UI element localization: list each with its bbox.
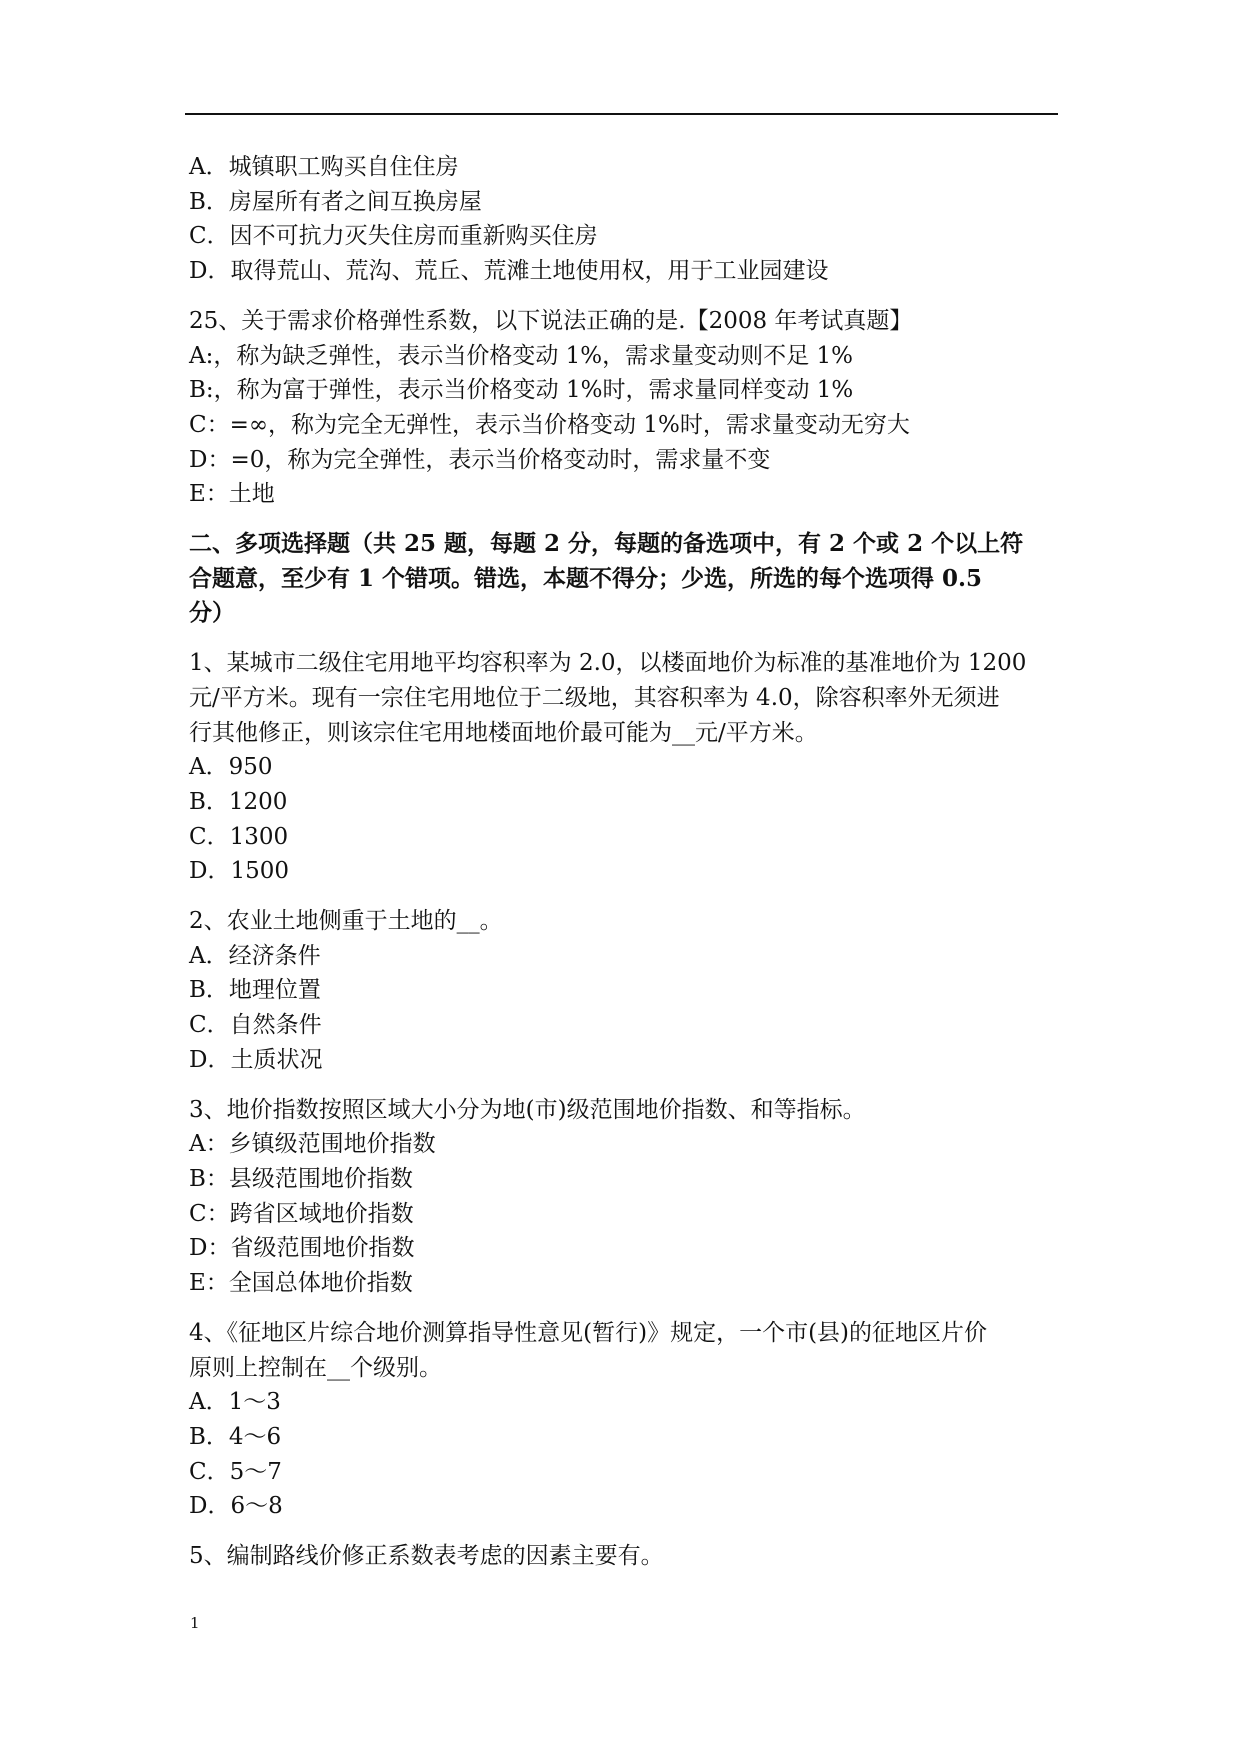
section-heading-line: 二、多项选择题（共 25 题，每题 2 分，每题的备选项中，有 2 个或 2 个以上符 — [189, 530, 1024, 558]
option-d: D．取得荒山、荒沟、荒丘、荒滩土地使用权，用于工业园建设 — [189, 258, 829, 285]
document-body — [189, 150, 1058, 1589]
question-stem: 25、关于需求价格弹性系数，以下说法正确的是.【2008 年考试真题】 — [189, 307, 913, 334]
option-a: A．经济条件 — [189, 942, 321, 969]
question-2 — [189, 904, 1058, 1078]
question-stem: 2、农业土地侧重于土地的__。 — [189, 908, 503, 935]
option-a: A．950 — [189, 754, 273, 781]
option-e: E：全国总体地价指数 — [189, 1270, 413, 1297]
option-c: C．1300 — [189, 823, 289, 850]
question-4 — [189, 1316, 1058, 1524]
option-d: D．土质状况 — [189, 1046, 323, 1073]
question-stem: 5、编制路线价修正系数表考虑的因素主要有。 — [189, 1543, 664, 1570]
option-a: A：乡镇级范围地价指数 — [189, 1131, 436, 1158]
option-b: B．房屋所有者之间互换房屋 — [189, 188, 482, 215]
option-b: B．4～6 — [189, 1423, 282, 1450]
option-b: B：县级范围地价指数 — [189, 1165, 413, 1192]
option-c: C．因不可抗力灭失住房而重新购买住房 — [189, 223, 598, 250]
option-d: D．1500 — [189, 858, 289, 885]
option-d: D：=0，称为完全弹性，表示当价格变动时，需求量不变 — [189, 446, 771, 473]
option-d: D．6～8 — [189, 1493, 283, 1520]
option-b: B．1200 — [189, 788, 288, 815]
question-stem-line: 原则上控制在__个级别。 — [189, 1354, 442, 1381]
section-2-heading — [189, 527, 1058, 631]
option-a: A:，称为缺乏弹性，表示当价格变动 1%，需求量变动则不足 1% — [189, 342, 853, 369]
question-5 — [189, 1539, 1058, 1574]
option-c: C：跨省区域地价指数 — [189, 1200, 414, 1227]
option-b: B．地理位置 — [189, 977, 321, 1004]
option-c: C．5～7 — [189, 1458, 282, 1485]
option-c: C．自然条件 — [189, 1012, 322, 1039]
header-rule — [185, 113, 1058, 115]
question-3 — [189, 1093, 1058, 1301]
q24-options — [189, 150, 1058, 289]
section-heading-line: 分） — [189, 599, 235, 627]
question-stem: 3、地价指数按照区域大小分为地(市)级范围地价指数、和等指标。 — [189, 1096, 866, 1123]
option-e: E：土地 — [189, 481, 275, 508]
question-stem-line: 元/平方米。现有一宗住宅用地位于二级地，其容积率为 4.0，除容积率外无须进 — [189, 684, 1000, 711]
question-stem-line: 1、某城市二级住宅用地平均容积率为 2.0，以楼面地价为标准的基准地价为 1200 — [189, 650, 1027, 677]
option-a: A．1～3 — [189, 1389, 281, 1416]
option-d: D：省级范围地价指数 — [189, 1235, 415, 1262]
question-stem-line: 行其他修正，则该宗住宅用地楼面地价最可能为__元/平方米。 — [189, 719, 818, 746]
option-c: C：=∞，称为完全无弹性，表示当价格变动 1%时，需求量变动无穷大 — [189, 411, 910, 438]
section-heading-line: 合题意，至少有 1 个错项。错选，本题不得分；少选，所选的每个选项得 0.5 — [189, 564, 983, 592]
option-b: B:，称为富于弹性，表示当价格变动 1%时，需求量同样变动 1% — [189, 377, 854, 404]
question-25 — [189, 304, 1058, 512]
question-1 — [189, 646, 1058, 889]
option-a: A．城镇职工购买自住住房 — [189, 154, 459, 180]
page-number: 1 — [190, 1614, 200, 1632]
question-stem-line: 4、《征地区片综合地价测算指导性意见(暂行)》规定，一个市(县)的征地区片价 — [189, 1319, 988, 1346]
